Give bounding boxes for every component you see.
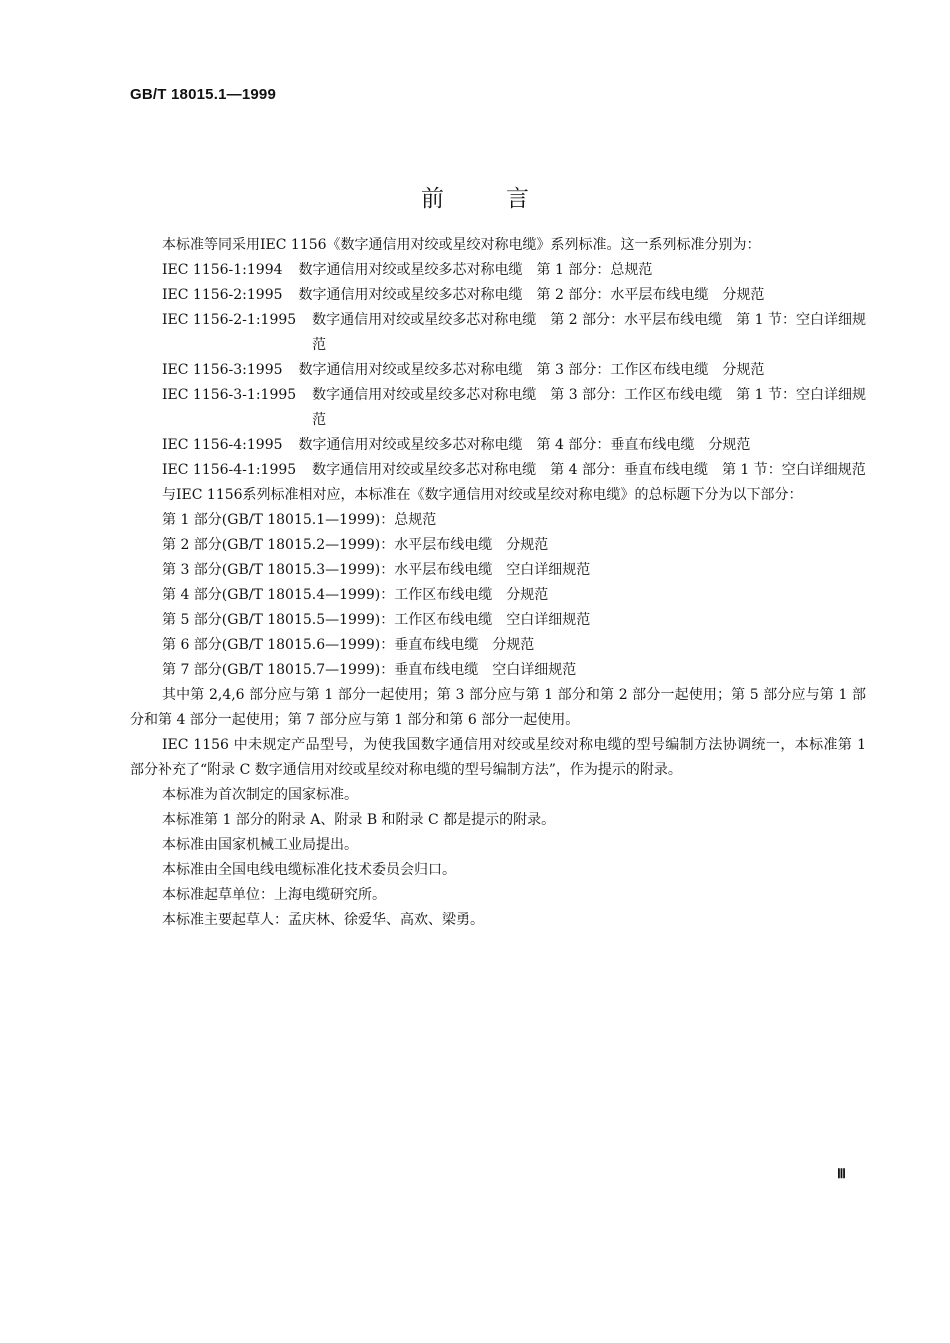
iec-list-item	[130, 283, 866, 308]
iec-title: 数字通信用对绞或星绞多芯对称电缆 第 2 部分：水平层布线电缆 分规范	[298, 287, 765, 303]
iec-list-item	[130, 258, 866, 283]
page-number: Ⅲ	[837, 1166, 846, 1181]
iec-code: IEC 1156-4-1:1995	[162, 462, 297, 478]
iec-code: IEC 1156-1:1994	[162, 262, 283, 278]
iec-list-item	[130, 383, 866, 433]
parts-list	[130, 508, 866, 683]
part-item: 第 7 部分(GB/T 18015.7—1999)：垂直布线电缆 空白详细规范	[162, 662, 577, 678]
document-body	[130, 233, 866, 933]
iec-title: 数字通信用对绞或星绞多芯对称电缆 第 4 部分：垂直布线电缆 分规范	[298, 437, 751, 453]
closing-line: 本标准第 1 部分的附录 A、附录 B 和附录 C 都是提示的附录。	[162, 812, 556, 828]
iec-title: 数字通信用对绞或星绞多芯对称电缆 第 3 部分：工作区布线电缆 第 1 节：空白详细规范	[312, 387, 866, 428]
closing-line: 本标准为首次制定的国家标准。	[162, 787, 358, 803]
iec-title: 数字通信用对绞或星绞多芯对称电缆 第 4 部分：垂直布线电缆 第 1 节：空白详细规范	[312, 462, 866, 478]
iec-list-item	[130, 433, 866, 458]
usage-paragraph: 其中第 2,4,6 部分应与第 1 部分一起使用；第 3 部分应与第 1 部分和第 2 部分一起使用；第 5 部分应与第 1 部分和第 4 部分一起使用；第 7 部分应与第 1 部分和第 6 部分一起使用。	[130, 687, 866, 728]
closing-line: 本标准由全国电线电缆标准化技术委员会归口。	[162, 862, 456, 878]
part-item: 第 2 部分(GB/T 18015.2—1999)：水平层布线电缆 分规范	[162, 537, 549, 553]
iec-list-item	[130, 358, 866, 383]
iec-title: 数字通信用对绞或星绞多芯对称电缆 第 3 部分：工作区布线电缆 分规范	[298, 362, 765, 378]
part-item: 第 4 部分(GB/T 18015.4—1999)：工作区布线电缆 分规范	[162, 587, 549, 603]
part-item: 第 1 部分(GB/T 18015.1—1999)：总规范	[162, 512, 437, 528]
iec-code: IEC 1156-3-1:1995	[162, 387, 297, 403]
iec-code: IEC 1156-2:1995	[162, 287, 283, 303]
closing-line: 本标准主要起草人：孟庆林、徐爱华、高欢、梁勇。	[162, 912, 484, 928]
correspondence-paragraph: 与IEC 1156系列标准相对应，本标准在《数字通信用对绞或星绞对称电缆》的总标题下分为以下部分：	[162, 487, 803, 503]
model-note-paragraph: IEC 1156 中未规定产品型号，为使我国数字通信用对绞或星绞对称电缆的型号编制方法协调统一，本标准第 1 部分补充了“附录 C 数字通信用对绞或星绞对称电缆的型号编制方法”，作为提示的附录。	[130, 737, 866, 778]
intro-paragraph: 本标准等同采用IEC 1156《数字通信用对绞或星绞对称电缆》系列标准。这一系列标准分别为：	[162, 237, 761, 253]
closing-line: 本标准起草单位：上海电缆研究所。	[162, 887, 386, 903]
iec-standard-list	[130, 258, 866, 483]
iec-title: 数字通信用对绞或星绞多芯对称电缆 第 2 部分：水平层布线电缆 第 1 节：空白详细规范	[312, 312, 866, 353]
iec-code: IEC 1156-4:1995	[162, 437, 283, 453]
iec-code: IEC 1156-3:1995	[162, 362, 283, 378]
closing-statements	[130, 783, 866, 933]
standard-code: GB/T 18015.1—1999	[130, 86, 276, 103]
part-item: 第 6 部分(GB/T 18015.6—1999)：垂直布线电缆 分规范	[162, 637, 535, 653]
page-title: 前言	[421, 186, 591, 212]
part-item: 第 5 部分(GB/T 18015.5—1999)：工作区布线电缆 空白详细规范	[162, 612, 591, 628]
closing-line: 本标准由国家机械工业局提出。	[162, 837, 358, 853]
part-item: 第 3 部分(GB/T 18015.3—1999)：水平层布线电缆 空白详细规范	[162, 562, 591, 578]
iec-code: IEC 1156-2-1:1995	[162, 312, 297, 328]
iec-list-item	[130, 308, 866, 358]
iec-title: 数字通信用对绞或星绞多芯对称电缆 第 1 部分：总规范	[298, 262, 653, 278]
iec-list-item	[130, 458, 866, 483]
